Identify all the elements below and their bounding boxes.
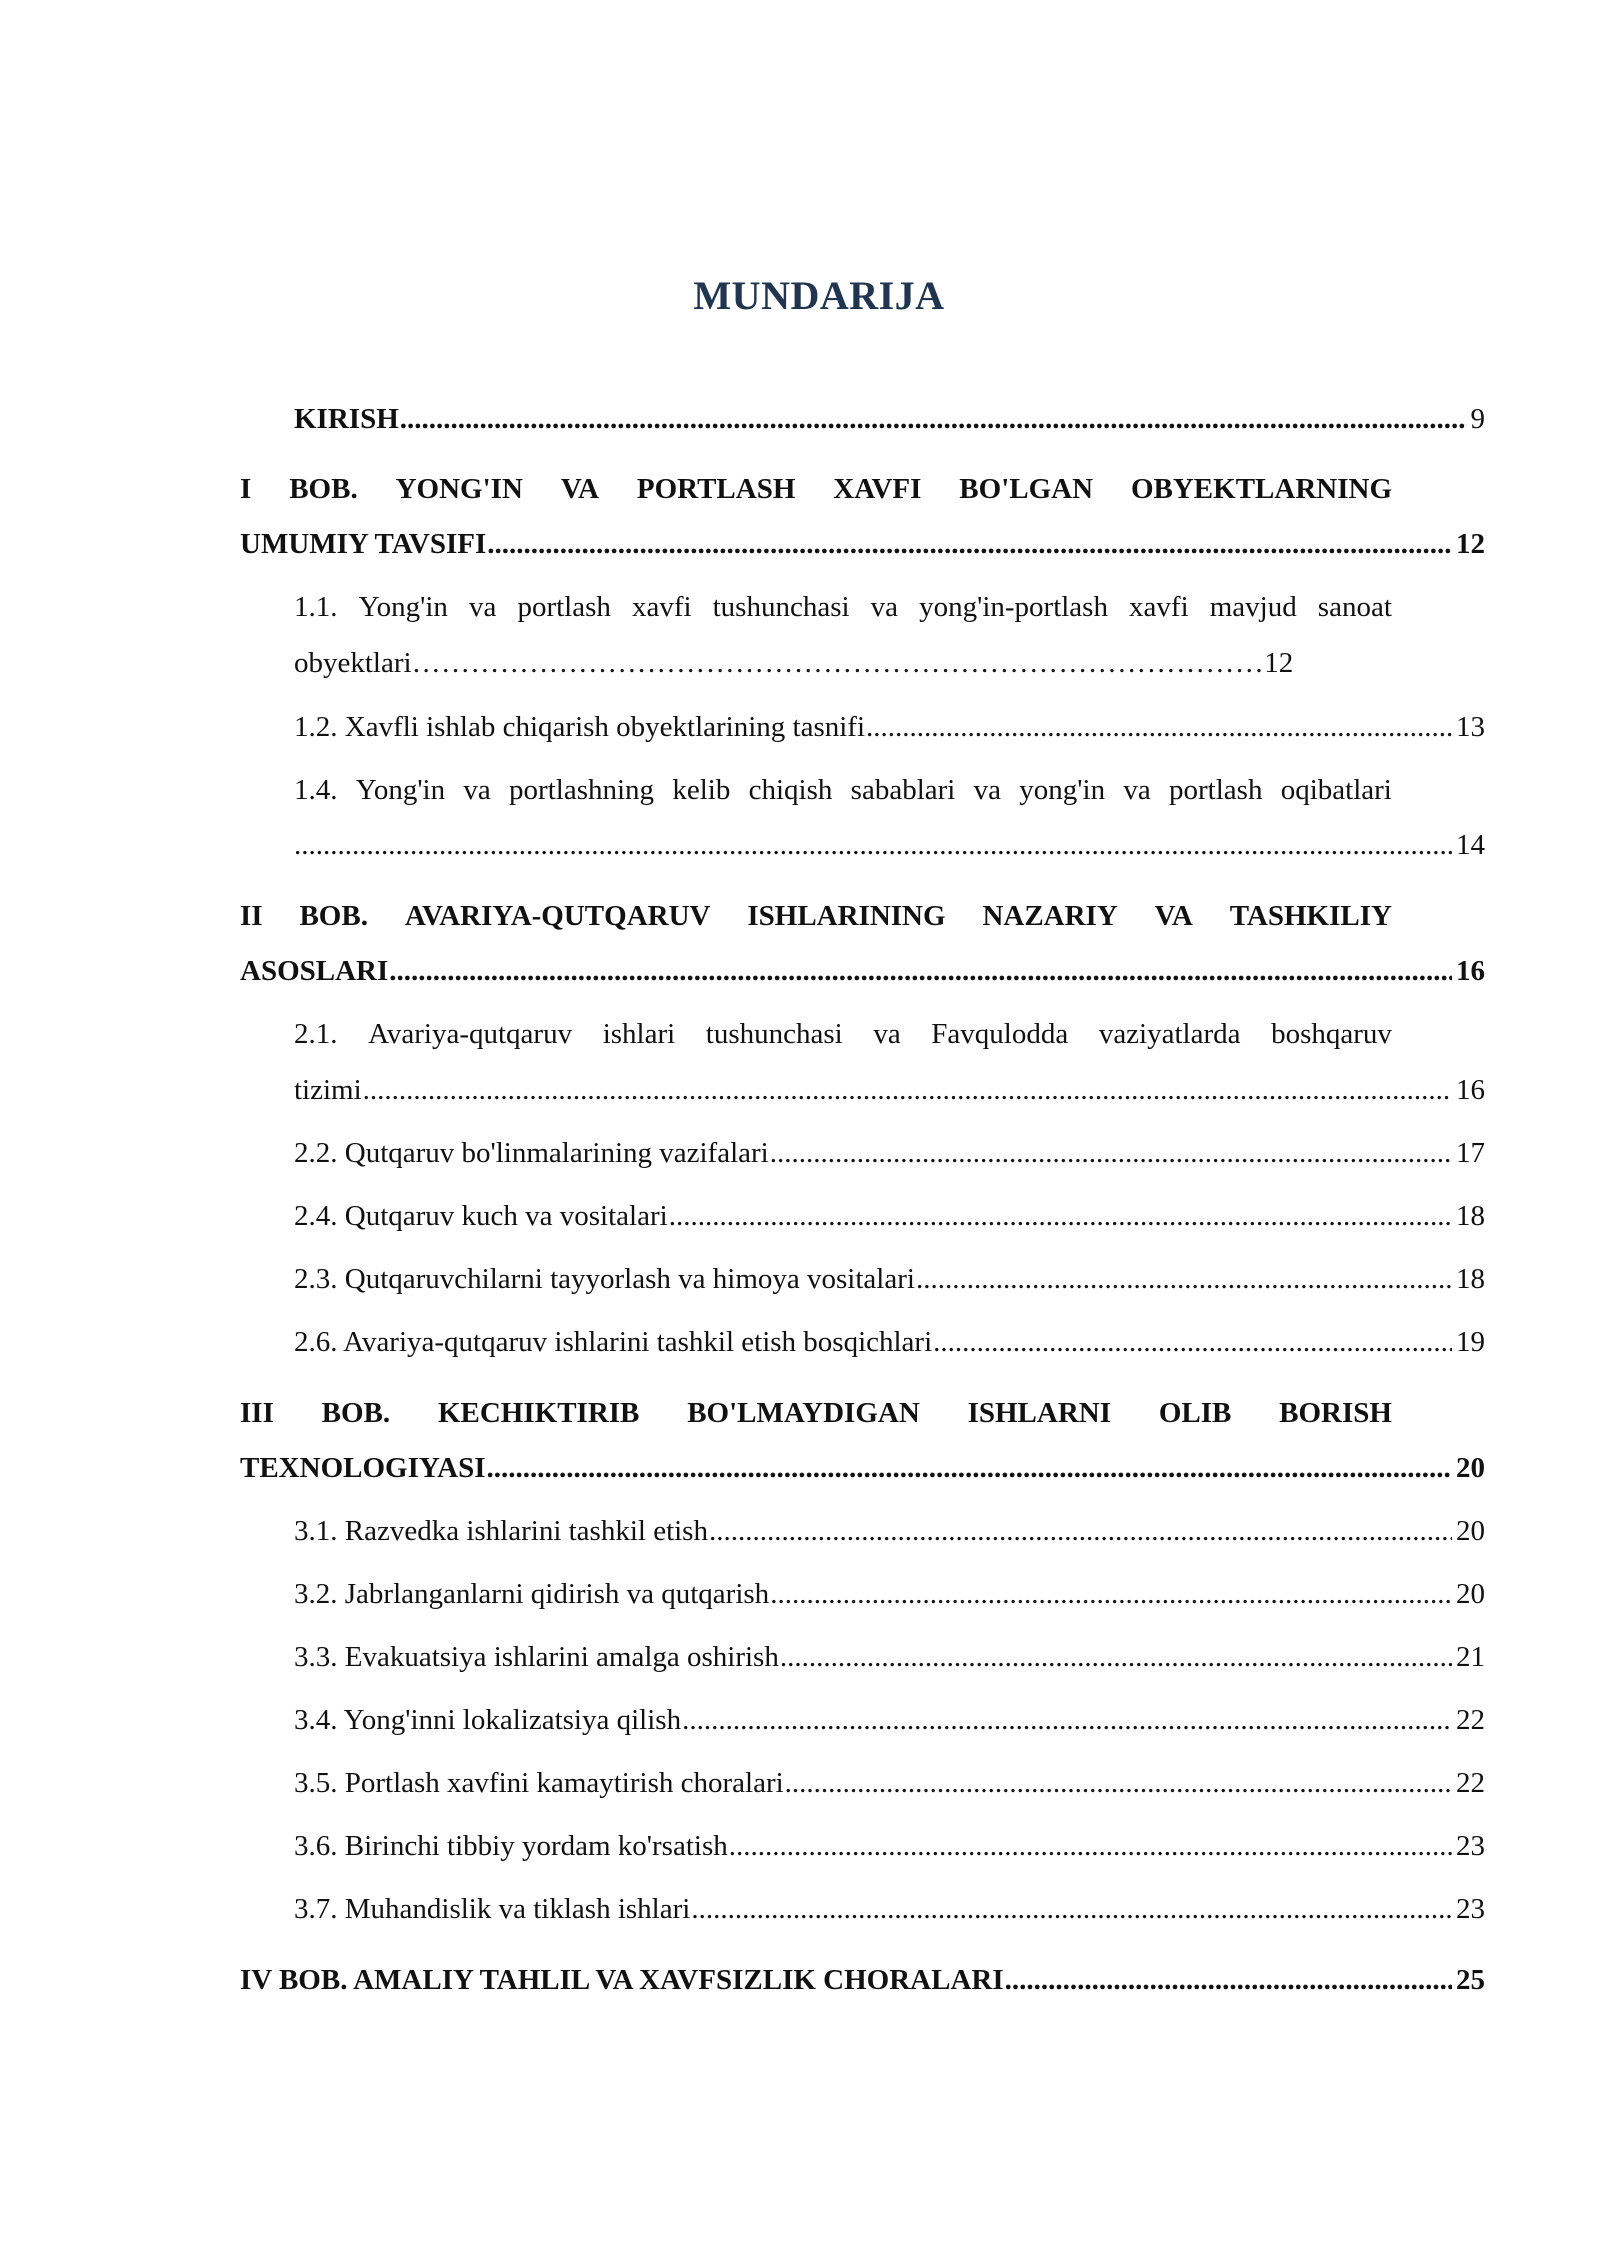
- toc-word: boshqaruv: [1271, 1018, 1392, 1050]
- toc-word: xavfi: [1129, 591, 1189, 623]
- toc-word: TASHKILIY: [1229, 900, 1392, 932]
- toc-word: Yong'in: [358, 591, 448, 623]
- toc-word: PORTLASH: [636, 473, 796, 505]
- toc-word: Avariya-qutqaruv: [368, 1018, 573, 1050]
- toc-page-number: 20: [1456, 1452, 1485, 1484]
- toc-entry-label: 2.3. Qutqaruvchilarni tayyorlash va himoya vositalari: [294, 1263, 915, 1295]
- toc-entry-label: tizimi: [294, 1074, 362, 1106]
- toc-leader: [770, 1575, 1452, 1613]
- toc-word: BO'LGAN: [959, 473, 1094, 505]
- toc-entry-label: 3.7. Muhandislik va tiklash ishlari: [294, 1893, 691, 1925]
- toc-word: va: [973, 774, 1001, 806]
- toc-word: va: [870, 591, 899, 623]
- toc-word: portlash: [1169, 774, 1263, 806]
- toc-leader: [363, 1071, 1452, 1109]
- toc-word: va: [1123, 774, 1151, 806]
- toc-entry-chapter-3-line1[interactable]: [240, 1394, 1392, 1432]
- toc-entry-chapter-2-line1[interactable]: [240, 897, 1392, 935]
- toc-entry-label: 1.2. Xavfli ishlab chiqarish obyektlarining tasnifi: [294, 711, 866, 743]
- toc-word: I: [240, 473, 252, 505]
- toc-entry-label: obyektlari: [294, 647, 412, 679]
- toc-entry-label: IV BOB. AMALIY TAHLIL VA XAVFSIZLIK CHORALARI: [240, 1964, 1004, 1996]
- toc-entry-2-4[interactable]: [294, 1197, 1485, 1235]
- toc-entry-1-1-line1[interactable]: [294, 588, 1392, 626]
- toc-word: sanoat: [1317, 591, 1392, 623]
- toc-leader: [916, 1260, 1452, 1298]
- toc-word: xavfi: [631, 591, 692, 623]
- toc-word: sabablari: [850, 774, 956, 806]
- toc-entry-1-4-line2[interactable]: [294, 826, 1485, 864]
- toc-entry-chapter-2-line2[interactable]: [240, 952, 1485, 990]
- toc-entry-kirish[interactable]: [294, 400, 1485, 438]
- toc-entry-3-2[interactable]: [294, 1575, 1485, 1613]
- toc-word: va: [468, 591, 497, 623]
- toc-word: NAZARIY: [982, 900, 1118, 932]
- toc-leader: [780, 1638, 1452, 1676]
- toc-word: ISHLARNI: [967, 1397, 1112, 1429]
- toc-entry-label: 2.2. Qutqaruv bo'linmalarining vazifalari: [294, 1137, 769, 1169]
- toc-leader: [400, 400, 1467, 438]
- toc-page-number: 18: [1456, 1200, 1485, 1232]
- toc-page-number: 19: [1456, 1326, 1485, 1358]
- toc-word: ishlari: [602, 1018, 676, 1050]
- toc-entry-chapter-1-line1[interactable]: [240, 470, 1392, 508]
- toc-leader: [933, 1323, 1452, 1361]
- toc-word: OBYEKTLARNING: [1130, 473, 1392, 505]
- toc-entry-label: 3.6. Birinchi tibbiy yordam ko'rsatish: [294, 1830, 728, 1862]
- toc-word: BO'LMAYDIGAN: [687, 1397, 920, 1429]
- toc-leader: [770, 1134, 1452, 1172]
- toc-leader: [487, 525, 1452, 563]
- toc-entry-3-5[interactable]: [294, 1764, 1485, 1802]
- toc-entry-label: 2.6. Avariya-qutqaruv ishlarini tashkil etish bosqichlari: [294, 1326, 933, 1358]
- toc-word: VA: [1154, 900, 1193, 932]
- toc-word: BOB.: [321, 1397, 391, 1429]
- toc-word: tushunchasi: [712, 591, 850, 623]
- toc-word: III: [240, 1397, 274, 1429]
- toc-page-number: 22: [1456, 1767, 1485, 1799]
- toc-entry-chapter-3-line2[interactable]: [240, 1449, 1485, 1487]
- toc-word: OLIB: [1158, 1397, 1232, 1429]
- toc-page-number: 23: [1456, 1830, 1485, 1862]
- toc-entry-label: 3.5. Portlash xavfini kamaytirish choralari: [294, 1767, 784, 1799]
- toc-entry-3-6[interactable]: [294, 1827, 1485, 1865]
- toc-page-number: 12: [1264, 647, 1294, 679]
- toc-word: Yong'in: [355, 774, 446, 806]
- toc-word: kelib: [672, 774, 731, 806]
- toc-entry-label: 3.3. Evakuatsiya ishlarini amalga oshirish: [294, 1641, 779, 1673]
- toc-leader: [691, 1890, 1452, 1928]
- toc-leader: [729, 1827, 1452, 1865]
- toc-entry-2-1-line1[interactable]: [294, 1015, 1392, 1053]
- toc-word: va: [463, 774, 491, 806]
- toc-word: chiqish: [748, 774, 833, 806]
- toc-entry-label: 3.1. Razvedka ishlarini tashkil etish: [294, 1515, 708, 1547]
- toc-word: AVARIYA-QUTQARUV: [404, 900, 711, 932]
- toc-page-number: 9: [1470, 403, 1485, 435]
- toc-leader: [1005, 1961, 1452, 1999]
- toc-entry-1-2[interactable]: [294, 708, 1485, 746]
- toc-word: II: [240, 900, 263, 932]
- toc-page-number: 17: [1456, 1137, 1485, 1169]
- toc-leader: [682, 1701, 1452, 1739]
- toc-word: yong'in-portlash: [919, 591, 1108, 623]
- toc-entry-label: TEXNOLOGIYASI: [240, 1452, 486, 1484]
- toc-word: 1.4.: [294, 774, 338, 806]
- toc-leader: [389, 952, 1452, 990]
- toc-entry-2-2[interactable]: [294, 1134, 1485, 1172]
- toc-entry-3-1[interactable]: [294, 1512, 1485, 1550]
- toc-leader: [669, 1197, 1452, 1235]
- toc-leader: [294, 826, 1452, 864]
- toc-leader: [709, 1512, 1452, 1550]
- toc-leader: ……………………………………………………………………………: [411, 647, 1265, 679]
- toc-entry-2-1-line2[interactable]: [294, 1071, 1485, 1109]
- toc-word: XAVFI: [833, 473, 922, 505]
- toc-entry-label: UMUMIY TAVSIFI: [240, 528, 487, 560]
- toc-word: 2.1.: [294, 1018, 338, 1050]
- toc-entry-chapter-1-line2[interactable]: [240, 525, 1485, 563]
- toc-page-number: 25: [1456, 1964, 1485, 1996]
- toc-leader: [487, 1449, 1452, 1487]
- toc-word: oqibatlari: [1280, 774, 1392, 806]
- toc-page-number: 13: [1456, 711, 1485, 743]
- toc-entry-label: KIRISH: [294, 403, 399, 435]
- toc-word: ISHLARINING: [747, 900, 946, 932]
- toc-entry-label: 2.4. Qutqaruv kuch va vositalari: [294, 1200, 668, 1232]
- toc-word: portlash: [517, 591, 611, 623]
- toc-word: Favqulodda: [931, 1018, 1069, 1050]
- toc-page-number: 20: [1456, 1515, 1485, 1547]
- toc-entry-3-7[interactable]: [294, 1890, 1485, 1928]
- toc-word: 1.1.: [294, 591, 338, 623]
- toc-page-number: 21: [1456, 1641, 1485, 1673]
- toc-word: yong'in: [1019, 774, 1106, 806]
- toc-entry-3-4[interactable]: [294, 1701, 1485, 1739]
- toc-entry-2-6[interactable]: [294, 1323, 1485, 1361]
- toc-page-number: 20: [1456, 1578, 1485, 1610]
- toc-entry-label: 3.2. Jabrlanganlarni qidirish va qutqarish: [294, 1578, 770, 1610]
- toc-entry-1-4-line1[interactable]: [294, 771, 1392, 809]
- toc-page-number: 18: [1456, 1263, 1485, 1295]
- toc-word: BOB.: [299, 900, 368, 932]
- toc-page-number: 12: [1456, 528, 1485, 560]
- toc-word: portlashning: [509, 774, 655, 806]
- toc-page-number: 23: [1456, 1893, 1485, 1925]
- toc-entry-label: ASOSLARI: [240, 955, 389, 987]
- toc-word: VA: [560, 473, 599, 505]
- toc-leader: [785, 1764, 1452, 1802]
- toc-word: BOB.: [289, 473, 358, 505]
- toc-entry-1-1-line2[interactable]: [294, 644, 1394, 682]
- toc-page-number: 22: [1456, 1704, 1485, 1736]
- toc-word: mavjud: [1209, 591, 1297, 623]
- toc-page-number: 16: [1456, 955, 1485, 987]
- toc-entry-label: 3.4. Yong'inni lokalizatsiya qilish: [294, 1704, 682, 1736]
- toc-word: tushunchasi: [705, 1018, 843, 1050]
- toc-word: KECHIKTIRIB: [437, 1397, 640, 1429]
- toc-word: vaziyatlarda: [1098, 1018, 1241, 1050]
- toc-entry-chapter-4[interactable]: [240, 1961, 1485, 1999]
- page-title: MUNDARIJA: [693, 273, 945, 318]
- toc-word: BORISH: [1279, 1397, 1392, 1429]
- toc-page-number: 14: [1456, 829, 1485, 861]
- toc-word: YONG'IN: [395, 473, 523, 505]
- toc-entry-3-3[interactable]: [294, 1638, 1485, 1676]
- toc-entry-2-3[interactable]: [294, 1260, 1485, 1298]
- toc-page-number: 16: [1456, 1074, 1485, 1106]
- toc-leader: [866, 708, 1452, 746]
- toc-word: va: [873, 1018, 901, 1050]
